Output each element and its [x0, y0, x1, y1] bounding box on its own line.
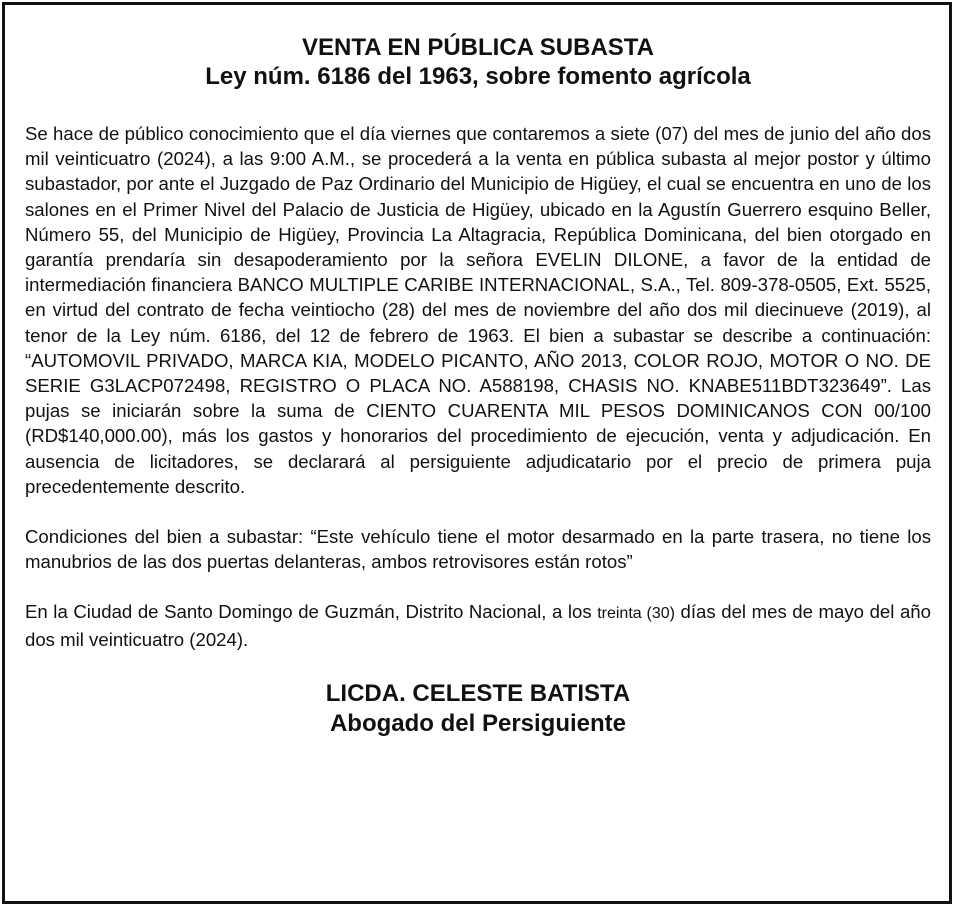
notice-content — [25, 33, 931, 739]
notice-border — [2, 2, 952, 904]
notice-title — [25, 33, 931, 91]
signature-role: Abogado del Persiguiente — [329, 709, 627, 737]
vehicle-conditions-paragraph: Condiciones del bien a subastar: “Este vehículo tiene el motor desarmado en la parte trasera, no tiene los manubrios de las dos puertas delanteras, ambos retrovisores están rotos” — [25, 526, 931, 573]
signature-name: LICDA. CELESTE BATISTA — [325, 679, 631, 707]
title-line-2: Ley núm. 6186 del 1963, sobre fomento agrícola — [205, 63, 751, 90]
date-place-text-end: días del mes de mayo del año dos mil veinticuatro (2024). — [25, 601, 931, 650]
date-place-paragraph — [25, 599, 931, 651]
date-place-text-start: En la Ciudad de Santo Domingo de Guzmán, Distrito Nacional, a los — [25, 601, 598, 623]
signature-block — [25, 679, 931, 739]
auction-announcement-paragraph: Se hace de público conocimiento que el día viernes que contaremos a siete (07) del mes de junio del año dos mil veinticuatro (2024), a las 9:00 A.M., se procederá a la venta en pública subasta al mejor postor y último subastador, por ante el Juzgado de Paz Ordinario del Municipio de Higüey, el cual se encuentra en uno de los salones en el Primer Nivel del Palacio de Justicia de Higüey, ubicado en la Agustín Guerrero esquino Beller, Número 55, del Municipio de Higüey, Provincia La Altagracia, República Dominicana, del bien otorgado en garantía prendaría sin desapoderamiento por la señora EVELIN DILONE, a favor de la entidad de intermediación financiera BANCO MULTIPLE CARIBE INTERNACIONAL, S.A., Tel. 809-378-0505, Ext. 5525, en virtud del contrato de fecha veintiocho (28) del mes de noviembre del año dos mil diecinueve (2019), al tenor de la Ley núm. 6186, del 12 de febrero de 1963. El bien a subastar se describe a continuación: “AUTOMOVIL PRIVADO, MARCA KIA, MODELO PICANTO, AÑO 2013, COLOR ROJO, MOTOR O NO. DE SERIE G3LACP072498, REGISTRO O PLACA NO. A588198, CHASIS NO. KNABE511BDT323649”. Las pujas se iniciarán sobre la suma de CIENTO CUARENTA MIL PESOS DOMINICANOS CON 00/100 (RD$140,000.00), más los gastos y honorarios del procedimiento de ejecución, venta y adjudicación. En ausencia de licitadores, se declarará al persiguiente adjudicatario por el precio de primera puja precedentemente descrito. — [25, 123, 931, 497]
date-day-text: treinta (30) — [597, 605, 675, 623]
title-line-1: VENTA EN PÚBLICA SUBASTA — [301, 34, 654, 61]
